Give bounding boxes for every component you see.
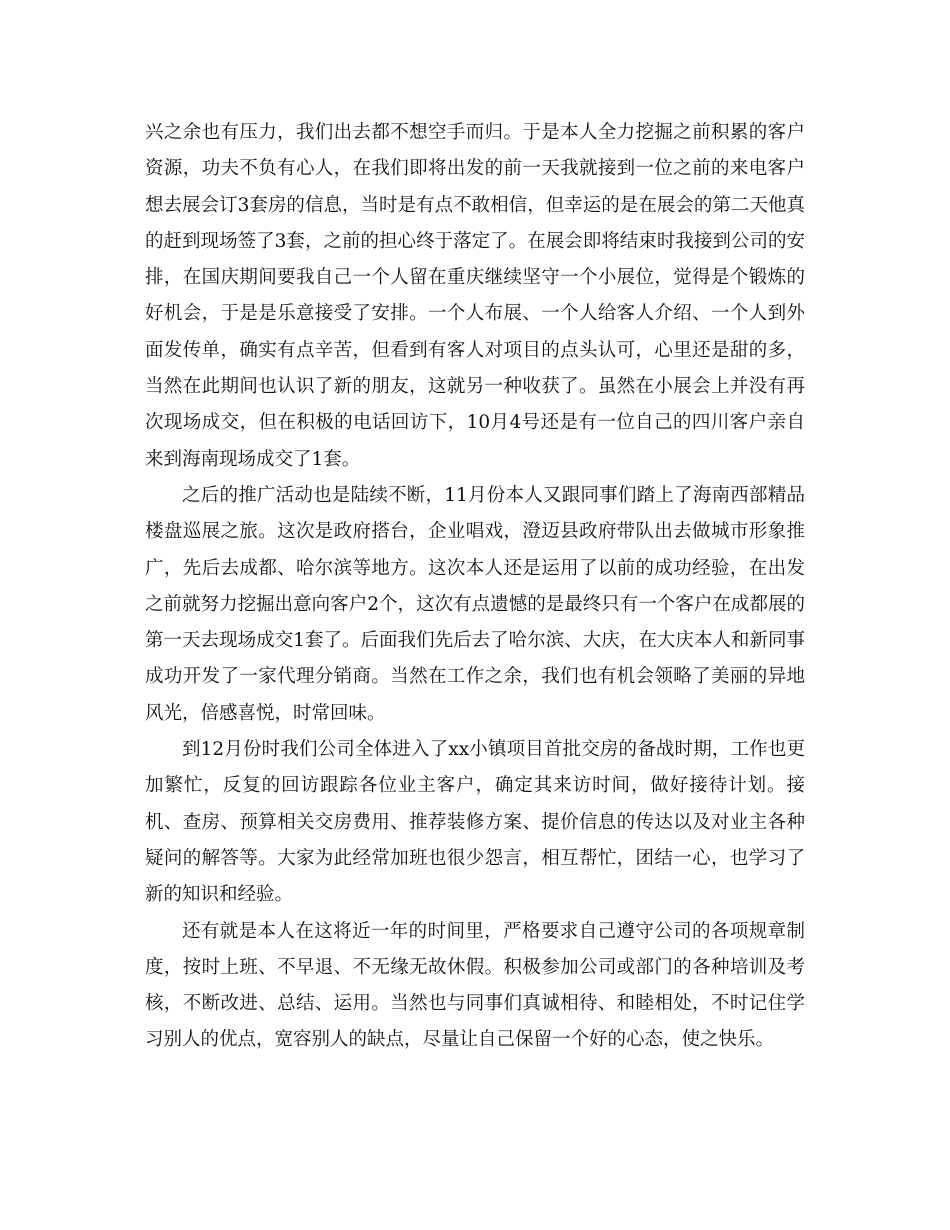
paragraph-3: 到12月份时我们公司全体进入了xx小镇项目首批交房的备战时期，工作也更加繁忙，反复的回访跟踪各位业主客户，确定其来访时间，做好接待计划。接机、查房、预算相关交房费用、推荐装修方案、提价信息的传达以及对业主各种疑问的解答等。大家为此经常加班也很少怨言，相互帮忙，团结一心，也学习了新的知识和经验。 [145, 739, 805, 906]
paragraph-2: 之后的推广活动也是陆续不断，11月份本人又跟同事们踏上了海南西部精品楼盘巡展之旅。这次是政府搭台，企业唱戏，澄迈县政府带队出去做城市形象推广，先后去成都、哈尔滨等地方。这次本人还是运用了以前的成功经验，在出发之前就努力挖掘出意向客户2个，这次有点遗憾的是最终只有一个客户在成都展的第一天去现场成交1套了。后面我们先后去了哈尔滨、大庆，在大庆本人和新同事成功开发了一家代理分销商。当然在工作之余，我们也有机会领略了美丽的异地风光，倍感喜悦，时常回味。 [145, 484, 805, 724]
paragraph-4: 还有就是本人在这将近一年的时间里，严格要求自己遵守公司的各项规章制度，按时上班、不早退、不无缘无故休假。积极参加公司或部门的各种培训及考核，不断改进、总结、运用。当然也与同事们真诚相待、和睦相处，不时记住学习别人的优点，宽容别人的缺点，尽量让自己保留一个好的心态，使之快乐。 [145, 920, 805, 1051]
document-page [145, 115, 805, 1059]
paragraph-1: 兴之余也有压力，我们出去都不想空手而归。于是本人全力挖掘之前积累的客户资源，功夫不负有心人，在我们即将出发的前一天我就接到一位之前的来电客户想去展会订3套房的信息，当时是有点不敢相信，但幸运的是在展会的第二天他真的赶到现场签了3套，之前的担心终于落定了。在展会即将结束时我接到公司的安排，在国庆期间要我自己一个人留在重庆继续坚守一个小展位，觉得是个锻炼的好机会，于是是乐意接受了安排。一个人布展、一个人给客人介绍、一个人到外面发传单，确实有点辛苦，但看到有客人对项目的点头认可，心里还是甜的多，当然在此期间也认识了新的朋友，这就另一种收获了。虽然在小展会上并没有再次现场成交，但在积极的电话回访下，10月4号还是有一位自己的四川客户亲自来到海南现场成交了1套。 [145, 122, 805, 470]
